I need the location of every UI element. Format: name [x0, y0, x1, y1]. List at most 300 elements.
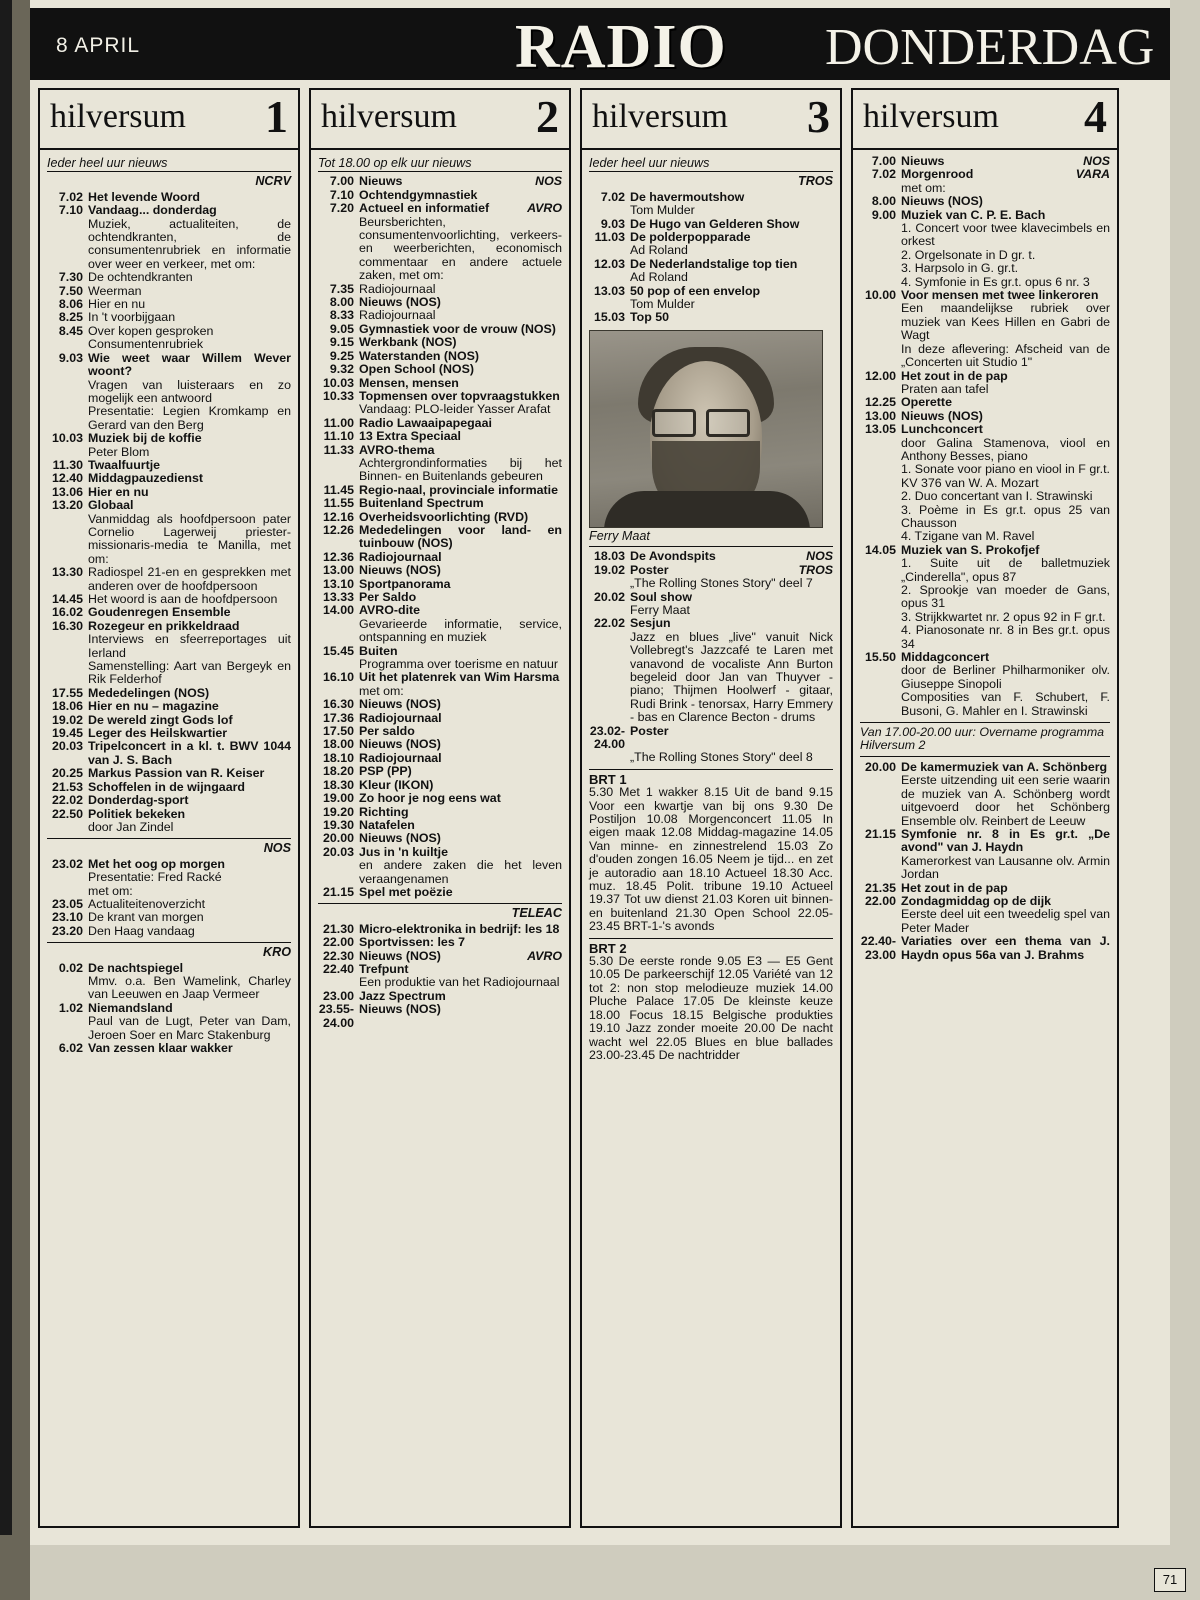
program-title: 2. Sprookje van moeder de Gans, opus 31 [901, 583, 1110, 611]
program-entry [318, 886, 562, 899]
program-time: 22.02 [51, 793, 83, 808]
program-entry [318, 990, 562, 1003]
program-entry [860, 249, 1110, 262]
program-entry [589, 191, 833, 204]
program-title: Rozegeur en prikkeldraad [88, 618, 240, 633]
program-entry [47, 486, 291, 499]
program-entry [318, 846, 562, 859]
program-title: Mededelingen (NOS) [88, 685, 210, 700]
program-title: Composities van F. Schubert, F. Busoni, G. Mahler en I. Strawinski [901, 690, 1110, 718]
program-entry [47, 1002, 291, 1015]
program-title: Werkbank (NOS) [359, 335, 457, 350]
program-title: met om: [901, 180, 946, 195]
program-time: 18.00 [322, 737, 354, 752]
program-entry [318, 189, 562, 202]
program-entry [318, 698, 562, 711]
program-title: Schoffelen in de wijngaard [88, 779, 245, 794]
program-title: Ferry Maat [630, 602, 690, 617]
program-entry [860, 463, 1110, 490]
program-entry [47, 687, 291, 700]
program-network: NOS [806, 549, 833, 564]
program-time: 11.45 [323, 482, 354, 497]
program-title: De kamermuziek van A. Schönberg [901, 759, 1108, 774]
program-title: Nieuws (NOS) [359, 295, 441, 310]
photo-caption: Ferry Maat [589, 530, 833, 547]
program-entry [47, 446, 291, 459]
program-time: 7.00 [871, 154, 896, 168]
program-time: 19.45 [51, 726, 83, 741]
program-entry [589, 604, 833, 617]
glasses-left-icon [652, 409, 696, 437]
program-title: Met het oog op morgen [88, 856, 225, 871]
program-entry [318, 712, 562, 725]
program-time: 22.00 [864, 893, 896, 908]
program-title: Natafelen [359, 817, 415, 832]
program-time: 8.25 [58, 310, 83, 325]
program-list-1 [589, 191, 833, 325]
program-entry [47, 405, 291, 432]
program-title: Consumentenrubriek [88, 337, 204, 352]
program-time: 11.30 [52, 457, 83, 472]
program-title: Vanmiddag als hoofdpersoon pater Cornelio Lagerweij priester-missionaris-media te Manilla, met om: [88, 511, 291, 566]
program-title: Het woord is aan de hoofdpersoon [88, 592, 278, 606]
program-title: Goudenregen Ensemble [88, 605, 231, 620]
program-entry [318, 457, 562, 484]
program-list-1 [47, 191, 291, 835]
program-entry [47, 499, 291, 512]
program-entry [47, 660, 291, 687]
program-entry [589, 258, 833, 271]
program-title: Actualiteitenoverzicht [88, 896, 206, 911]
program-title: Waterstanden (NOS) [359, 348, 480, 363]
program-entry [318, 832, 562, 845]
program-entry [318, 323, 562, 336]
program-entry [860, 209, 1110, 222]
program-entry [47, 459, 291, 472]
program-title: Operette [901, 395, 952, 410]
program-time: 19.02 [51, 712, 83, 727]
program-time: 23.20 [51, 923, 83, 938]
program-title: en andere zaken die het leven veraangenamen [359, 858, 562, 886]
program-entry [318, 296, 562, 309]
program-entry [860, 437, 1110, 464]
program-title: Vragen van luisteraars en zo mogelijk een antwoord [88, 377, 291, 405]
program-entry [47, 1015, 291, 1042]
program-title: De Nederlandstalige top tien [630, 256, 798, 271]
program-entry [860, 168, 1110, 181]
program-title: Zondagmiddag op de dijk [901, 893, 1052, 908]
program-title: Eerste uitzending uit een serie waarin de muziek van A. Schönberg wordt uitgevoerd door het Schönberg Ensemble olv. Reinbert de Leeuw [901, 773, 1110, 828]
program-entry [318, 618, 562, 645]
column-header [582, 90, 840, 150]
program-time: 0.02 [58, 960, 83, 975]
program-title: In 't voorbijgaan [88, 310, 176, 325]
program-list-2 [47, 858, 291, 938]
program-entry [47, 975, 291, 1002]
program-title: Spel met poëzie [359, 884, 453, 899]
program-title: Radio Lawaaipapegaai [359, 415, 492, 430]
program-entry [860, 182, 1110, 195]
program-time: 6.02 [58, 1041, 83, 1055]
program-time: 19.20 [322, 804, 354, 819]
program-entry [860, 302, 1110, 342]
program-time: 13.03 [593, 283, 625, 298]
program-time: 15.50 [864, 650, 896, 665]
program-title: Nieuws (NOS) [359, 697, 441, 712]
station-number: 3 [807, 91, 830, 142]
program-time: 11.10 [323, 429, 354, 444]
program-entry [47, 513, 291, 567]
program-time: 21.15 [322, 884, 354, 899]
program-title: Symfonie nr. 8 in Es gr.t. „De avond" van J. Haydn [901, 826, 1110, 855]
program-title: Nieuws (NOS) [359, 831, 441, 846]
divider [318, 903, 562, 904]
program-time: 7.02 [600, 189, 625, 204]
program-title: Micro-elektronika in bedrijf: les 18 [359, 921, 560, 936]
program-title: Sportvissen: les 7 [359, 935, 466, 950]
brt2-listing: 5.30 De eerste ronde 9.05 E3 — E5 Gent 10.05 De parkeerschijf 12.05 Variété van 12 tot 2: non stop melodieuze muziek 14.00 Pluche Palace 17.05 De kleinste keuze 18.00 Focus 18.15 Belgische produkties 19.10 Jazz zonder moeite 20.00 De nacht wacht wel 22.05 Blues en blue ballades 23.00-23.45 De nachtridder [589, 954, 833, 1062]
program-time: 17.50 [322, 724, 354, 739]
program-entry [589, 725, 833, 752]
program-title: „The Rolling Stones Story" deel 8 [630, 750, 813, 765]
program-entry [318, 175, 562, 188]
program-title: Ochtendgymnastiek [359, 187, 478, 202]
program-title: PSP (PP) [359, 764, 412, 779]
program-entry [860, 504, 1110, 531]
program-time: 18.30 [322, 777, 354, 792]
program-entry [860, 370, 1110, 383]
program-time: 12.40 [51, 471, 83, 486]
program-entry [589, 271, 833, 284]
program-entry [589, 550, 833, 563]
program-entry [860, 557, 1110, 584]
program-title: Muziek, actualiteiten, de ochtendkranten, de consumentenrubriek en informatie over weer en verkeer, met om: [88, 216, 291, 271]
program-entry [47, 633, 291, 660]
program-time: 19.02 [593, 562, 625, 577]
program-title: Interviews en sfeerreportages uit Ierland [88, 632, 291, 660]
program-entry [589, 298, 833, 311]
program-title: 2. Orgelsonate in D gr. t. [901, 247, 1036, 262]
program-entry [318, 671, 562, 684]
program-entry [318, 604, 562, 617]
program-title: met om: [359, 683, 404, 698]
program-time: 16.02 [51, 605, 83, 620]
program-title: Tom Mulder [630, 297, 695, 312]
program-entry [47, 204, 291, 217]
program-time: 9.03 [58, 350, 83, 365]
column-note: Ieder heel uur nieuws [47, 155, 291, 172]
program-title: Nieuws (NOS) [901, 194, 983, 209]
program-title: AVRO Actueel en informatief [359, 201, 562, 216]
column-note: Ieder heel uur nieuws [589, 155, 833, 172]
program-entry [47, 285, 291, 298]
program-title: 1. Concert voor twee klavecimbels en orkest [901, 221, 1110, 249]
program-time: 11.00 [323, 415, 354, 430]
program-title: Mmv. o.a. Ben Wamelink, Charley van Leeuwen en Jaap Vermeer [88, 973, 291, 1002]
program-network: AVRO [527, 201, 562, 216]
program-title: NOS Nieuws [901, 154, 1110, 168]
program-title: Sesjun [630, 616, 671, 631]
program-time: 10.33 [322, 388, 354, 403]
program-entry [318, 819, 562, 832]
program-entry [860, 611, 1110, 624]
program-title: AVRO Nieuws (NOS) [359, 948, 562, 963]
program-time: 10.03 [322, 375, 354, 390]
program-entry [860, 774, 1110, 828]
program-entry [47, 472, 291, 485]
page-number: 71 [1154, 1568, 1186, 1592]
program-entry [318, 403, 562, 416]
program-title: 4. Tzigane van M. Ravel [901, 529, 1035, 544]
program-time: 20.25 [51, 766, 83, 781]
program-entry [318, 685, 562, 698]
program-network: AVRO [527, 948, 562, 963]
program-time: 13.06 [51, 484, 83, 499]
program-title: met om: [88, 883, 133, 898]
program-entry [860, 276, 1110, 289]
program-entry [860, 855, 1110, 882]
brt1-heading: BRT 1 [589, 769, 833, 786]
program-entry [47, 740, 291, 767]
program-time: 1.02 [58, 1000, 83, 1015]
program-title: Nieuws (NOS) [901, 408, 983, 423]
program-title: 2. Duo concertant van I. Strawinski [901, 489, 1093, 504]
program-time: 20.00 [322, 831, 354, 846]
program-time: 12.03 [593, 256, 625, 271]
program-time: 22.40 [322, 961, 354, 976]
program-network: NOS [535, 174, 562, 189]
program-time: 22.50 [51, 806, 83, 821]
presenter-photo [589, 330, 823, 528]
program-title: Weerman [88, 283, 142, 298]
program-time: 11.03 [594, 230, 625, 245]
program-time: 13.10 [322, 576, 354, 591]
program-entry [318, 1003, 562, 1030]
program-title: 3. Strijkkwartet nr. 2 opus 92 in F gr.t. [901, 609, 1106, 624]
program-entry [318, 216, 562, 283]
program-entry [47, 338, 291, 351]
program-time: 15.03 [593, 310, 625, 325]
program-list-1 [860, 155, 1110, 718]
program-time: 18.20 [322, 764, 354, 779]
program-entry [860, 410, 1110, 423]
program-entry [860, 935, 1110, 962]
program-title: VARA Morgenrood [901, 167, 1110, 182]
column-header [853, 90, 1117, 150]
program-entry [589, 617, 833, 630]
program-entry [860, 396, 1110, 409]
program-list-1 [318, 175, 562, 899]
program-title: Niemandsland [88, 1000, 173, 1015]
program-entry [589, 564, 833, 577]
program-title: AVRO-thema [359, 442, 435, 457]
program-entry [318, 336, 562, 349]
program-entry [318, 363, 562, 376]
program-title: Radiojournaal [359, 750, 442, 765]
program-time: 8.06 [58, 297, 83, 312]
column-header [311, 90, 569, 150]
program-time: 20.00 [864, 759, 896, 774]
program-entry [589, 285, 833, 298]
glasses-right-icon [706, 409, 750, 437]
program-entry [860, 530, 1110, 543]
program-title: Van zessen klaar wakker [88, 1041, 233, 1055]
program-title: Radiojournaal [359, 281, 436, 296]
program-time: 7.30 [58, 270, 83, 285]
program-title: Hier en nu [88, 297, 146, 312]
program-entry [47, 298, 291, 311]
program-time: 18.10 [322, 750, 354, 765]
program-time: 7.50 [58, 283, 83, 298]
program-entry [47, 1042, 291, 1055]
program-title: Tom Mulder [630, 203, 695, 218]
station-name: hilversum [50, 98, 186, 135]
program-entry [318, 484, 562, 497]
program-entry [589, 311, 833, 324]
program-title: Per Saldo [359, 590, 417, 604]
program-entry [318, 551, 562, 564]
program-entry [47, 566, 291, 593]
program-entry [860, 343, 1110, 370]
program-title: Vandaag... donderdag [88, 203, 217, 218]
program-time: 18.03 [593, 549, 625, 564]
program-entry [318, 524, 562, 551]
program-entry [589, 751, 833, 764]
program-entry [589, 204, 833, 217]
program-time: 20.02 [593, 589, 625, 604]
program-entry [318, 976, 562, 989]
program-time: 11.55 [323, 496, 354, 511]
network-label: TROS [798, 174, 833, 189]
program-entry [47, 218, 291, 272]
column-hilversum-3 [580, 88, 842, 1528]
program-list-2 [318, 923, 562, 1030]
program-entry [318, 377, 562, 390]
program-time: 16.10 [322, 670, 354, 685]
program-entry [318, 202, 562, 215]
program-entry [860, 195, 1110, 208]
program-time: 9.00 [871, 207, 896, 222]
program-time: 13.33 [322, 590, 354, 604]
program-title: Radiojournaal [359, 549, 442, 564]
divider [47, 838, 291, 839]
program-entry [318, 792, 562, 805]
program-title: Kleur (IKON) [359, 777, 434, 792]
network-label: TELEAC [511, 906, 562, 921]
program-time: 7.10 [58, 203, 83, 218]
column-body [311, 150, 569, 1034]
program-title: AVRO-dite [359, 603, 421, 618]
program-title: „The Rolling Stones Story" deel 7 [630, 576, 813, 591]
network-label: NCRV [255, 174, 291, 189]
program-title: Tripelconcert in a kl. t. BWV 1044 van J. S. Bach [88, 739, 291, 767]
program-time: 7.35 [329, 281, 354, 296]
program-title: Soul show [630, 589, 692, 604]
program-time: 16.30 [322, 697, 354, 712]
program-entry [47, 767, 291, 780]
program-title: Radiojournaal [359, 710, 442, 725]
program-entry [318, 283, 562, 296]
program-title: 13 Extra Speciaal [359, 429, 461, 444]
network-label: KRO [263, 945, 291, 960]
program-entry [47, 325, 291, 338]
program-entry [318, 923, 562, 936]
program-entry [318, 765, 562, 778]
program-entry [47, 714, 291, 727]
program-network: NOS [1083, 154, 1110, 168]
program-time: 21.30 [322, 921, 354, 936]
program-time: 22.00 [322, 935, 354, 950]
program-entry [318, 591, 562, 604]
program-entry [47, 871, 291, 884]
program-entry [47, 925, 291, 938]
program-entry [318, 564, 562, 577]
program-title: Trefpunt [359, 961, 409, 976]
photo-body [604, 491, 810, 528]
program-time: 13.05 [864, 422, 896, 437]
program-entry [47, 593, 291, 606]
program-time: 11.33 [323, 442, 354, 457]
program-title: Nieuws (NOS) [359, 563, 441, 578]
program-time: 20.03 [51, 739, 83, 754]
program-title: Beursberichten, consumentenvoorlichting, verkeers- en weerberichten, economisch commentaar en andere actuele zaken, met om: [359, 214, 562, 283]
program-entry [47, 898, 291, 911]
program-time: 8.00 [329, 295, 354, 310]
program-time: 18.06 [51, 699, 83, 714]
program-entry [318, 444, 562, 457]
program-title: De wereld zingt Gods lof [88, 712, 233, 727]
program-list-2 [589, 550, 833, 765]
program-entry [47, 781, 291, 794]
program-title: Donderdag-sport [88, 793, 189, 808]
program-entry [318, 806, 562, 819]
station-number: 2 [536, 91, 559, 142]
program-title: door Galina Stamenova, viool en Anthony Besses, piano [901, 435, 1110, 463]
column-hilversum-2 [309, 88, 571, 1528]
program-time: 21.35 [864, 880, 896, 895]
program-title: Buiten [359, 643, 398, 658]
column-body [582, 150, 840, 1066]
program-time: 12.26 [322, 522, 354, 537]
program-time: 9.15 [329, 335, 354, 350]
program-title: Wie weet waar Willem Wever woont? [88, 350, 291, 379]
program-network: TROS [798, 562, 833, 577]
program-time: 13.00 [322, 563, 354, 578]
program-title: Nieuws (NOS) [359, 1002, 441, 1017]
program-title: Achtergrondinformaties bij het Binnen- en Buitenlands gebeuren [359, 455, 562, 484]
program-title: De polderpopparade [630, 230, 751, 245]
program-entry [47, 727, 291, 740]
station-name: hilversum [592, 98, 728, 135]
brt2-heading: BRT 2 [589, 938, 833, 955]
program-entry [47, 858, 291, 871]
program-entry [47, 821, 291, 834]
program-time: 9.32 [329, 362, 354, 377]
program-title: Muziek van S. Prokofjef [901, 542, 1040, 557]
program-entry [860, 761, 1110, 774]
program-time: 14.45 [51, 592, 83, 606]
program-entry [47, 352, 291, 379]
program-time: 23.10 [51, 910, 83, 925]
program-entry [47, 700, 291, 713]
program-title: Eerste deel uit een tweedelig spel van Peter Mader [901, 907, 1110, 935]
program-title: Globaal [88, 498, 134, 513]
program-title: De Hugo van Gelderen Show [630, 216, 800, 231]
program-title: Topmensen over topvraagstukken [359, 388, 560, 403]
program-title: 1. Suite uit de balletmuziek „Cinderella", opus 87 [901, 556, 1110, 584]
program-time: 13.20 [51, 498, 83, 513]
program-entry [860, 908, 1110, 935]
